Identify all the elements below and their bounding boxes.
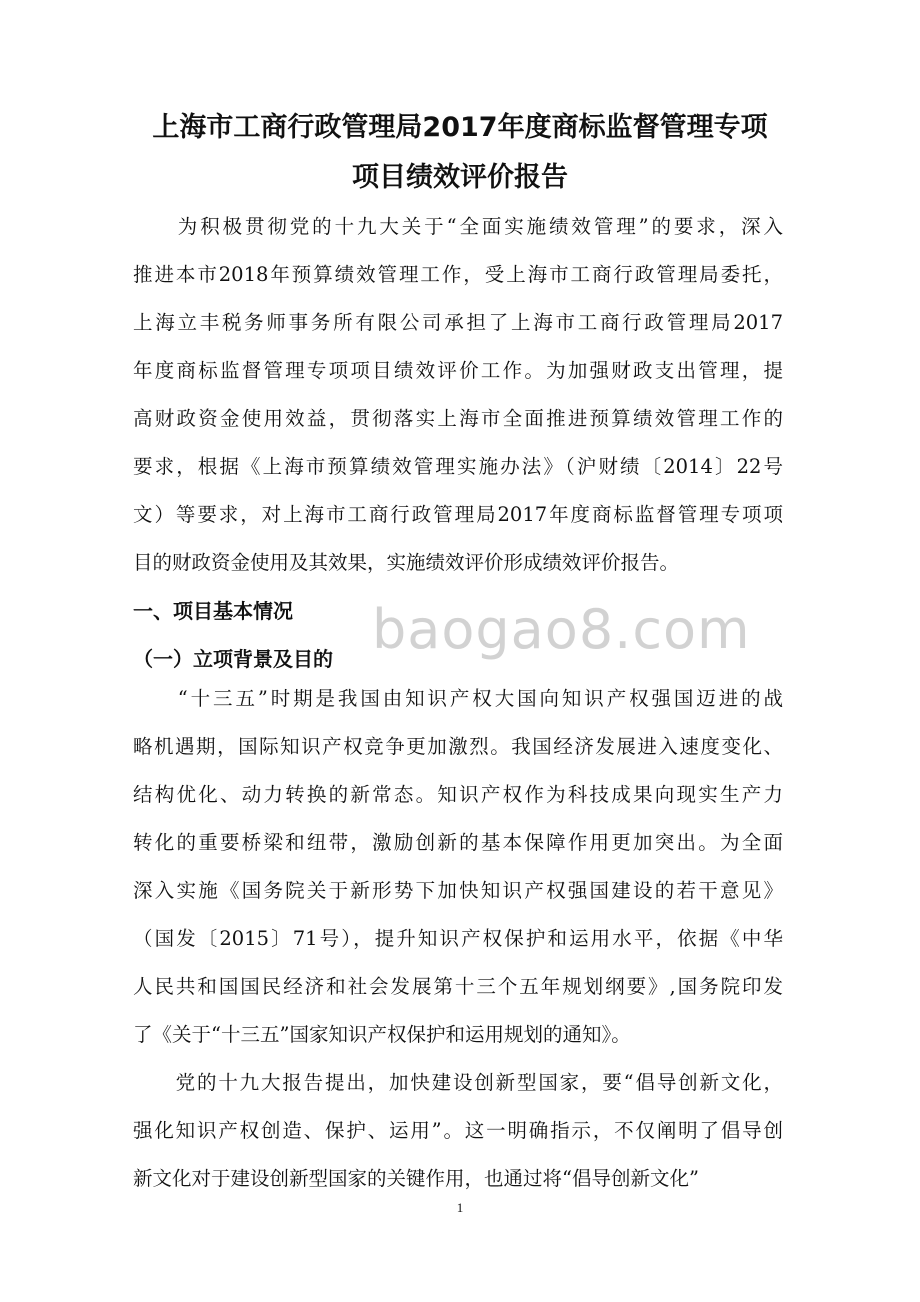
intro-paragraph-line: 上海立丰税务师事务所有限公司承担了上海市工商行政管理局2017 (133, 311, 783, 334)
intro-paragraph-line: 推进本市2018年预算绩效管理工作，受上海市工商行政管理局委托， (133, 263, 783, 286)
body-paragraph-line: 结构优化、动力转换的新常态。知识产权作为科技成果向现实生产力 (133, 783, 783, 806)
intro-paragraph-line: 文）等要求，对上海市工商行政管理局2017年度商标监督管理专项项 (133, 503, 783, 526)
body-paragraph-line: （国发〔2015〕71号），提升知识产权保护和运用水平，依据《中华 (133, 927, 783, 950)
body-paragraph-line: 人民共和国国民经济和社会发展第十三个五年规划纲要》,国务院印发 (133, 975, 783, 998)
document-title-line-1: 上海市工商行政管理局2017年度商标监督管理专项 (152, 112, 768, 143)
body-paragraph-line: 了《关于“十三五”国家知识产权保护和运用规划的通知》。 (133, 1023, 631, 1046)
intro-paragraph-line: 为积极贯彻党的十九大关于“全面实施绩效管理”的要求，深入 (133, 215, 783, 238)
intro-paragraph-line: 目的财政资金使用及其效果，实施绩效评价形成绩效评价报告。 (133, 551, 680, 574)
page-number: 1 (456, 1200, 464, 1215)
body-paragraph-line: 强化知识产权创造、保护、运用”。这一明确指示，不仅阐明了倡导创 (133, 1119, 783, 1142)
watermark-text: baogao8.com (372, 598, 751, 661)
document-title-line-2: 项目绩效评价报告 (352, 162, 568, 193)
subsection-heading: （一）立项背景及目的 (133, 647, 333, 671)
intro-paragraph-line: 年度商标监督管理专项项目绩效评价工作。为加强财政支出管理，提 (133, 359, 783, 382)
body-paragraph-line: 略机遇期，国际知识产权竞争更加激烈。我国经济发展进入速度变化、 (133, 735, 783, 758)
body-paragraph-line: 新文化对于建设创新型国家的关键作用，也通过将“倡导创新文化” (133, 1167, 699, 1190)
body-paragraph-line: 党的十九大报告提出，加快建设创新型国家，要“倡导创新文化， (133, 1071, 783, 1094)
body-paragraph-line: “十三五”时期是我国由知识产权大国向知识产权强国迈进的战 (133, 687, 783, 710)
intro-paragraph-line: 要求，根据《上海市预算绩效管理实施办法》（沪财绩〔2014〕22号 (133, 455, 783, 478)
intro-paragraph-line: 高财政资金使用效益，贯彻落实上海市全面推进预算绩效管理工作的 (133, 407, 783, 430)
body-paragraph-line: 转化的重要桥梁和纽带，激励创新的基本保障作用更加突出。为全面 (133, 831, 783, 854)
body-paragraph-line: 深入实施《国务院关于新形势下加快知识产权强国建设的若干意见》 (133, 879, 783, 902)
section-heading: 一、项目基本情况 (133, 599, 293, 623)
